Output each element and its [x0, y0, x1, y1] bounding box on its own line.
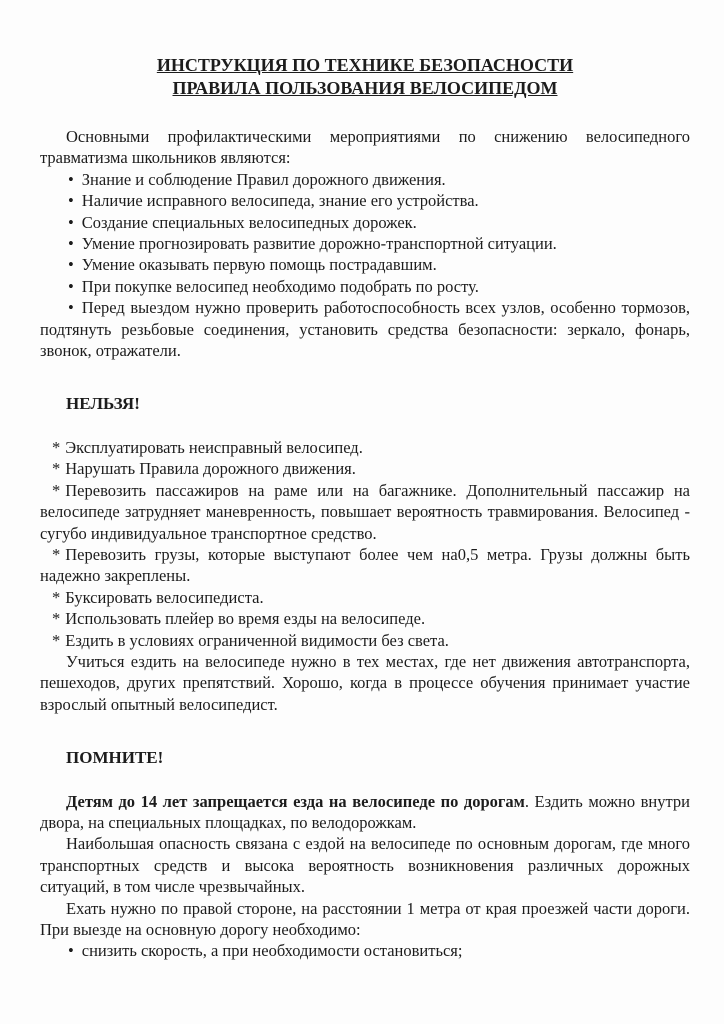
bullet-item: • Умение прогнозировать развитие дорожно-транспортной ситуации.	[68, 234, 557, 254]
bullet-marker: •	[68, 941, 74, 961]
para-danger: Наибольшая опасность связана с ездой на велосипеде по основным дорогам, где много транспортных средств и высока вероятность возникновения различных дорожных ситуаций, в том числе чрезвычайных.	[40, 834, 690, 897]
bullet-marker: •	[68, 191, 74, 211]
page-title	[40, 54, 690, 100]
title-line-1: ИНСТРУКЦИЯ ПО ТЕХНИКЕ БЕЗОПАСНОСТИ	[156, 55, 574, 75]
star-item: * Эксплуатировать неисправный велосипед.	[52, 437, 363, 457]
heading-pomnite: ПОМНИТЕ!	[66, 748, 164, 768]
star-item: * Перевозить пассажиров на раме или на багажнике. Дополнительный пассажир на велосипеде затрудняет маневренность, повышает вероятность травмирования. Велосипед - сугубо индивидуальное транспортное средство.	[40, 480, 690, 543]
bullet-item: • Создание специальных велосипедных дорожек.	[68, 212, 417, 232]
para-remember-bold: Детям до 14 лет запрещается езда на велосипеде по дорогам	[66, 791, 525, 811]
star-marker: *	[52, 459, 61, 479]
star-item: * Перевозить грузы, которые выступают более чем на0,5 метра. Грузы должны быть надежно закреплены.	[40, 544, 690, 586]
bullet-item: • Умение оказывать первую помощь пострадавшим.	[68, 255, 437, 275]
star-marker: *	[52, 609, 61, 629]
bullet-marker: •	[68, 255, 74, 275]
star-marker: *	[52, 544, 61, 564]
title-line-2: ПРАВИЛА ПОЛЬЗОВАНИЯ ВЕЛОСИПЕДОМ	[172, 78, 558, 98]
intro-paragraph: Основными профилактическими мероприятиями по снижению велосипедного травматизма школьников являются:	[40, 127, 690, 168]
bullet-item: • Наличие исправного велосипеда, знание его устройства.	[68, 191, 479, 211]
bullet-marker: •	[68, 234, 74, 254]
star-marker: *	[52, 480, 61, 500]
star-item: * Использовать плейер во время езды на велосипеде.	[52, 609, 426, 629]
star-item: * Нарушать Правила дорожного движения.	[52, 459, 356, 479]
star-item: * Ездить в условиях ограниченной видимости без света.	[52, 630, 449, 650]
para-remember-rest: . Ездить можно внутри двора, на специальных площадках, по велодорожкам.	[40, 791, 690, 832]
bullet-item: • Перед выездом нужно проверить работоспособность всех узлов, особенно тормозов, подтянуть резьбовые соединения, установить средства безопасности: зеркало, фонарь, звонок, отражатели.	[40, 298, 690, 361]
star-marker: *	[52, 630, 61, 650]
heading-nelzya: НЕЛЬЗЯ!	[66, 394, 140, 414]
star-marker: *	[52, 437, 61, 457]
bullet-item: • снизить скорость, а при необходимости остановиться;	[68, 941, 463, 961]
para-remember	[40, 791, 690, 834]
bullet-marker: •	[68, 298, 74, 318]
para-ride: Ехать нужно по правой стороне, на расстоянии 1 метра от края проезжей части дороги. При выезде на основную дорогу необходимо:	[40, 898, 690, 939]
bullet-marker: •	[68, 212, 74, 232]
para-learn: Учиться ездить на велосипеде нужно в тех местах, где нет движения автотранспорта, пешеходов, других препятствий. Хорошо, когда в процессе обучения принимает участие взрослый опытный велосипедист.	[40, 651, 690, 714]
star-marker: *	[52, 587, 61, 607]
bullet-item: • Знание и соблюдение Правил дорожного движения.	[68, 169, 446, 189]
bullet-item: • При покупке велосипед необходимо подобрать по росту.	[68, 276, 479, 296]
bullet-marker: •	[68, 169, 74, 189]
bullet-marker: •	[68, 276, 74, 296]
star-item: * Буксировать велосипедиста.	[52, 587, 264, 607]
